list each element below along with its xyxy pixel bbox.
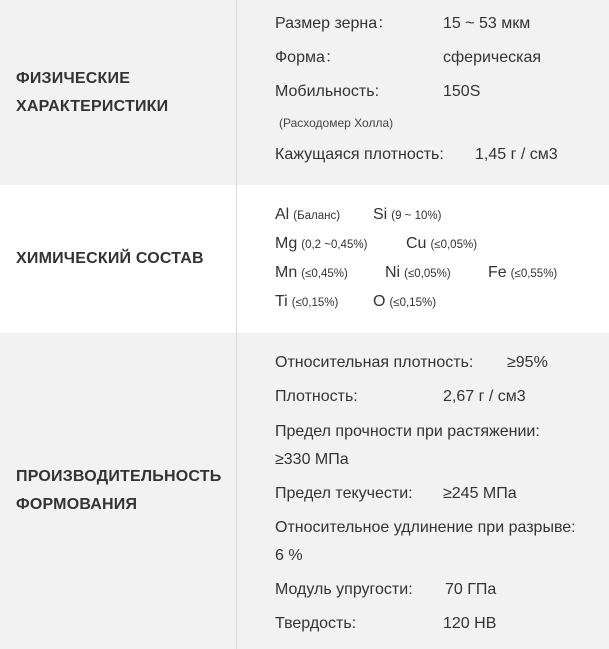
apparent-density-row: [275, 145, 558, 165]
element-amount: (Баланс): [293, 210, 341, 222]
hardness-label: Твердость:: [275, 615, 357, 632]
title-line: ФОРМОВАНИЯ: [16, 496, 138, 513]
hardness-value: 120 HB: [443, 615, 497, 632]
element-symbol: Cu: [406, 235, 427, 252]
elongation-value: 6 %: [275, 547, 303, 564]
element-amount: (≤0,45%): [301, 268, 348, 280]
mobility-label: Мобильность:: [275, 83, 380, 100]
element-symbol: Ti: [275, 293, 288, 310]
element-symbol: Ni: [385, 264, 401, 281]
elongation-label: Относительное удлинение при разрыве:: [275, 519, 576, 536]
tensile-label: Предел прочности при растяжении:: [275, 423, 540, 440]
row-forming: [0, 333, 609, 649]
apparent-density-label: Кажущаяся плотность:: [275, 146, 444, 163]
element-ti: [275, 292, 338, 313]
title-line: ФИЗИЧЕСКИЕ: [16, 69, 131, 87]
label-cell-physical: [0, 0, 237, 185]
title-line: ХИМИЧЕСКИЙ СОСТАВ: [16, 250, 204, 267]
tensile-value-row: [275, 450, 349, 470]
element-amount: (≤0,05%): [430, 239, 478, 251]
relative-density-value: ≥95%: [507, 354, 548, 371]
element-symbol: Al: [275, 206, 290, 223]
element-amount: (9 ~ 10%): [391, 210, 442, 222]
element-si: [373, 205, 441, 226]
label-cell-forming: [0, 333, 237, 649]
value-cell-physical: [237, 0, 609, 185]
shape-value: сферическая: [443, 49, 542, 66]
value-cell-chemical: [237, 185, 609, 333]
element-fe: [488, 263, 557, 284]
label-cell-chemical: [0, 185, 237, 333]
shape-label: Форма：: [275, 49, 341, 66]
element-o: [373, 292, 436, 313]
relative-density-row: [275, 353, 548, 373]
element-amount: (≤0,15%): [291, 297, 339, 309]
tensile-label-row: [275, 422, 540, 442]
element-amount: (≤0,55%): [510, 268, 558, 280]
mobility-value: 150S: [443, 83, 481, 100]
grain-size-label: Размер зерна：: [275, 15, 394, 32]
row-physical: [0, 0, 609, 185]
density-label: Плотность:: [275, 388, 358, 405]
element-symbol: Fe: [488, 264, 507, 281]
title-line: ХАРАКТЕРИСТИКИ: [16, 97, 169, 115]
mobility-row: [275, 82, 481, 102]
element-amount: (≤0,05%): [404, 268, 451, 280]
value-cell-forming: [237, 333, 609, 649]
element-al: [275, 205, 340, 226]
element-symbol: Mn: [275, 264, 298, 281]
section-title-chemical: [16, 245, 204, 273]
element-amount: (≤0,15%): [389, 297, 437, 309]
yield-value: ≥245 МПа: [443, 485, 517, 502]
element-symbol: O: [373, 293, 386, 310]
element-cu: [406, 234, 477, 255]
element-amount: (0,2 ~0,45%): [301, 239, 368, 251]
row-chemical: [0, 185, 609, 333]
relative-density-label: Относительная плотность:: [275, 354, 474, 371]
density-row: [275, 387, 526, 407]
element-symbol: Si: [373, 206, 388, 223]
yield-row: [275, 484, 517, 504]
element-ni: [385, 263, 451, 284]
mobility-note: (Расходомер Холла): [279, 116, 394, 130]
modulus-row: [275, 580, 497, 600]
element-symbol: Mg: [275, 235, 298, 252]
shape-row: [275, 48, 542, 68]
elongation-label-row: [275, 518, 576, 538]
hardness-row: [275, 614, 497, 634]
grain-size-row: [275, 14, 531, 34]
tensile-value: ≥330 МПа: [275, 451, 349, 468]
element-mg: [275, 234, 367, 255]
elongation-value-row: [275, 546, 303, 566]
element-mn: [275, 263, 348, 284]
section-title-forming: [16, 463, 221, 519]
yield-label: Предел текучести:: [275, 485, 413, 502]
apparent-density-value: 1,45 г / см3: [475, 146, 558, 163]
section-title-physical: [16, 65, 168, 121]
modulus-value: 70 ГПа: [445, 581, 497, 598]
title-line: ПРОИЗВОДИТЕЛЬНОСТЬ: [16, 468, 222, 485]
density-value: 2,67 г / см3: [443, 388, 526, 405]
modulus-label: Модуль упругости:: [275, 581, 413, 598]
grain-size-value: 15 ~ 53 мкм: [443, 15, 531, 32]
